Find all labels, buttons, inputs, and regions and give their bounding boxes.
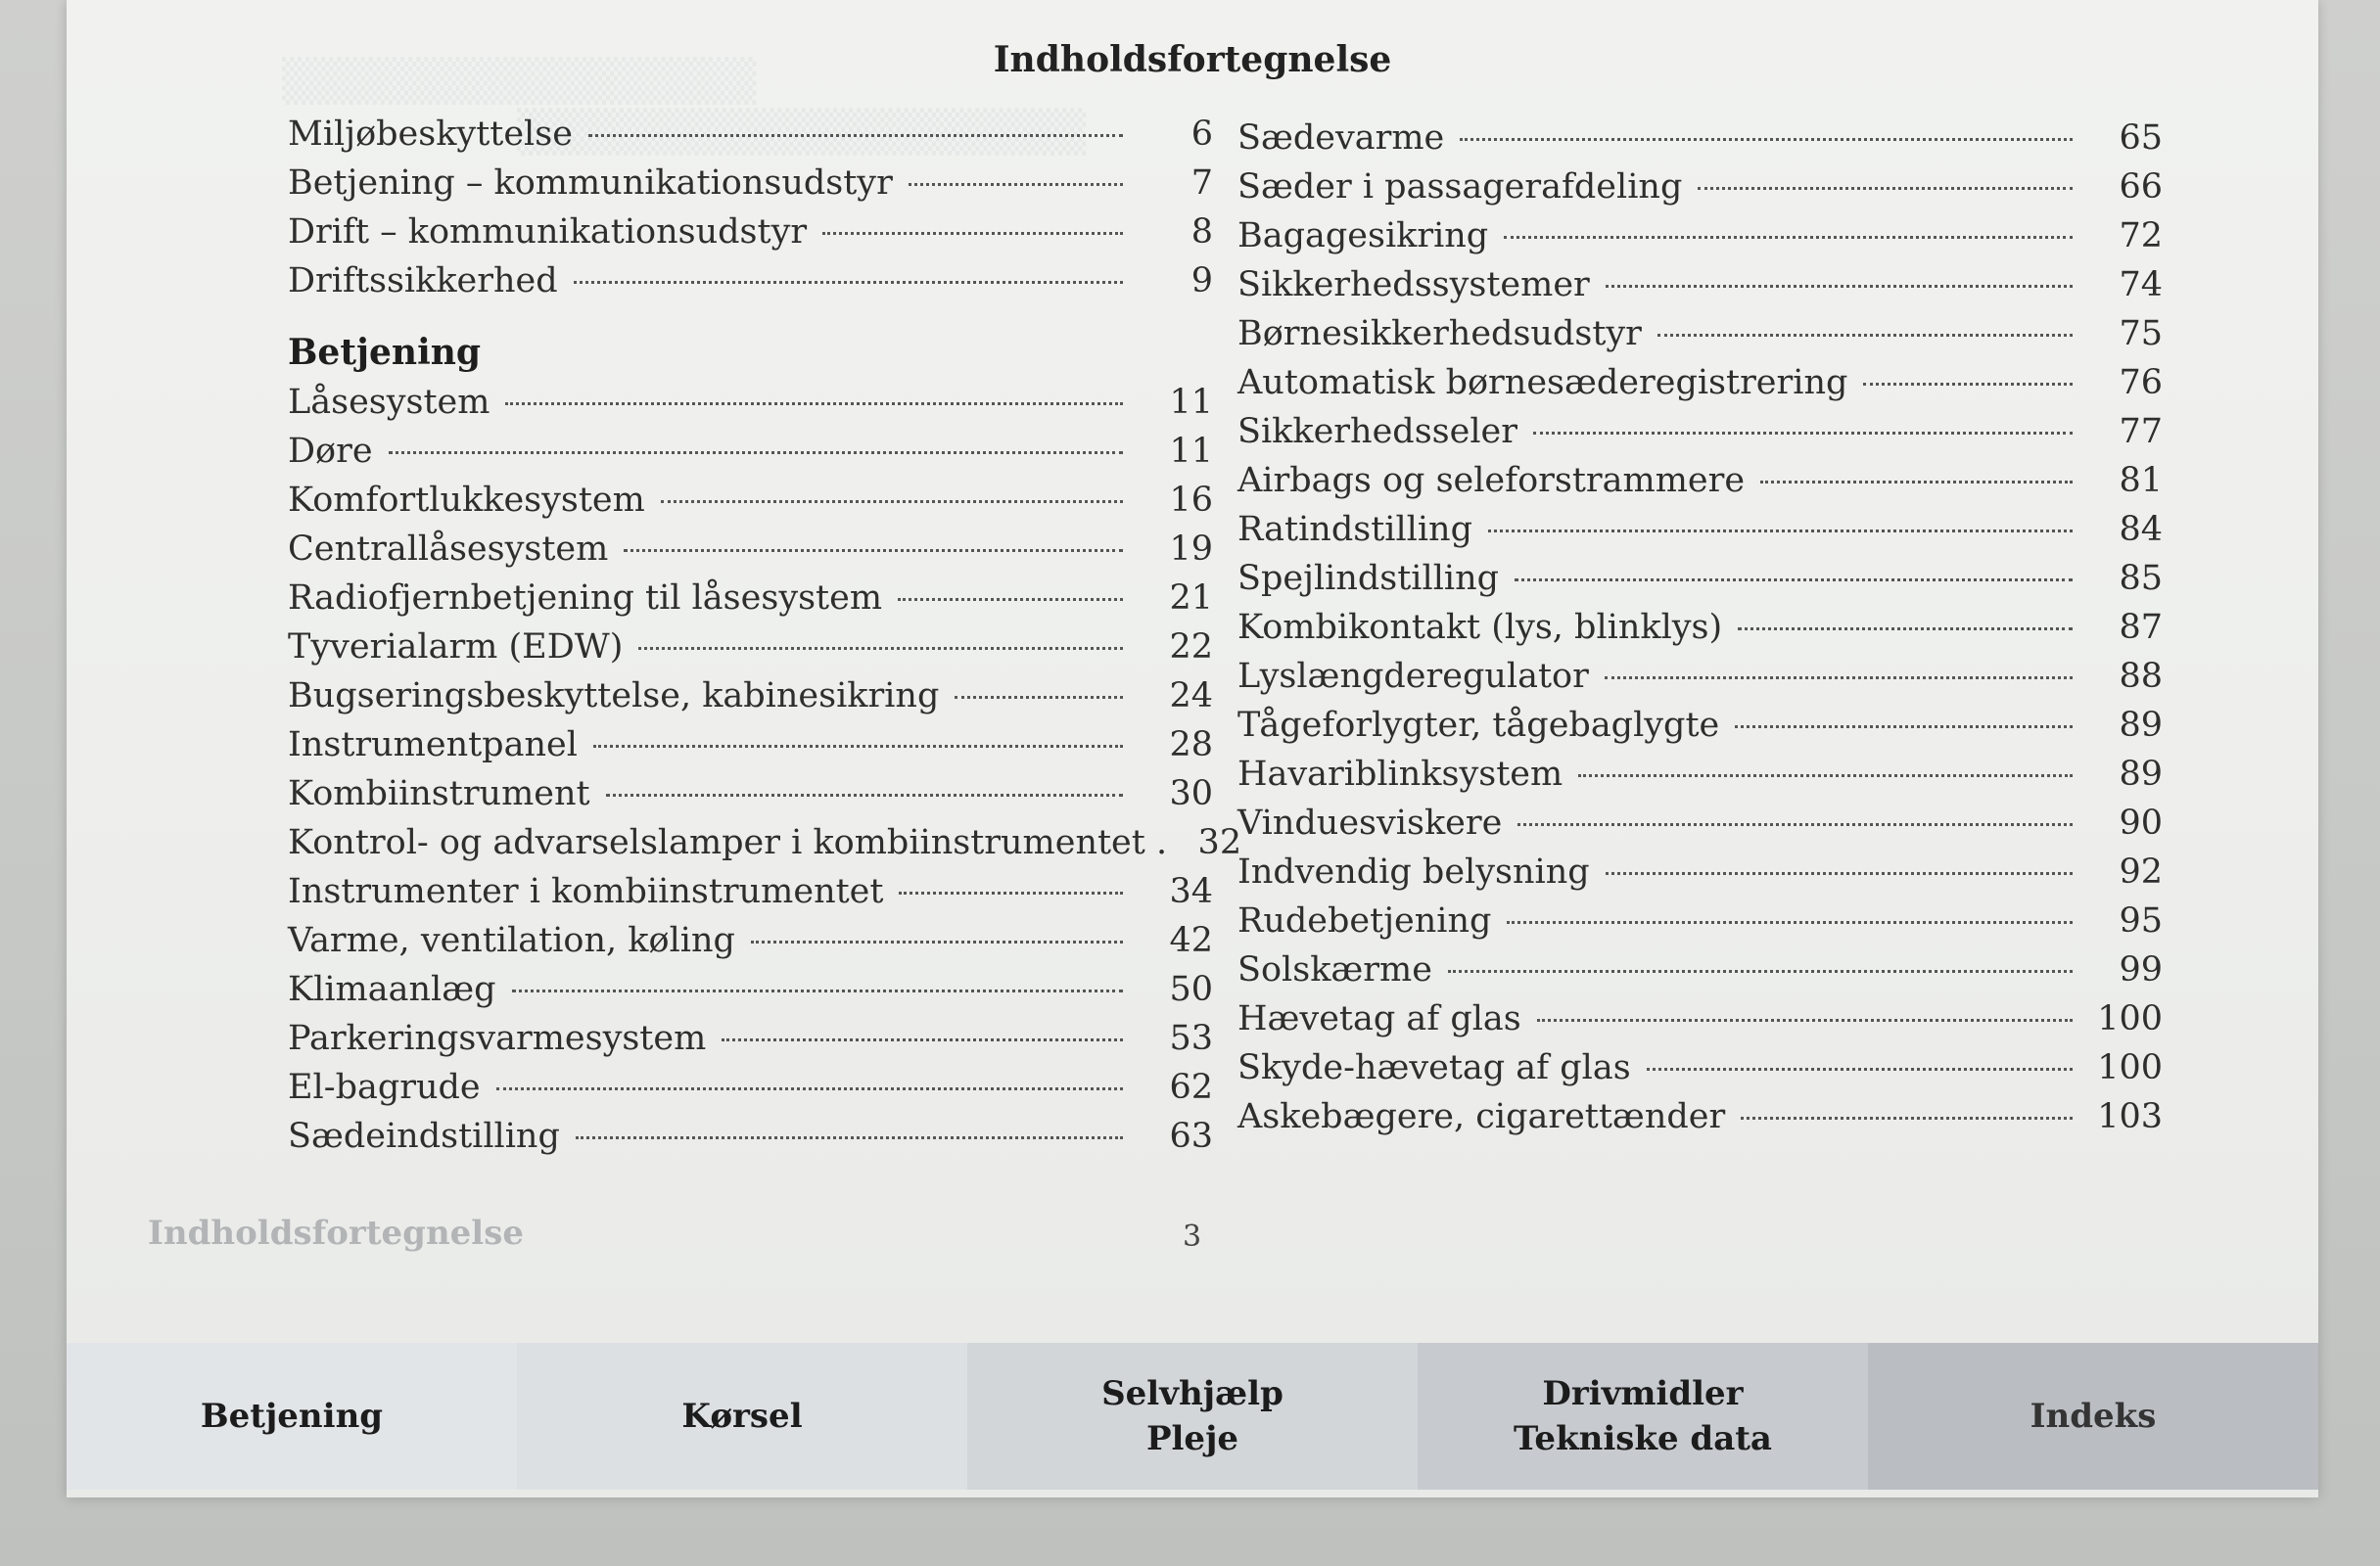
toc-entry[interactable] [1237, 554, 2163, 603]
toc-entry[interactable] [288, 1063, 1213, 1112]
bleed-through-text: ▒▒▒▒▒▒▒▒▒▒▒▒▒▒▒▒▒▒ [517, 108, 1087, 156]
leader-dots [898, 598, 1123, 601]
toc-entry-label: Sikkerhedsseler [1237, 412, 1517, 451]
toc-entry-label: Varme, ventilation, køling [288, 921, 735, 960]
leader-dots [1741, 1117, 2073, 1120]
leader-dots [638, 647, 1123, 650]
toc-entry-page: 21 [1169, 578, 1213, 618]
toc-entry[interactable] [1237, 309, 2163, 358]
toc-entry-page: 92 [2119, 852, 2163, 892]
leader-dots [1863, 383, 2073, 386]
toc-entry[interactable] [288, 916, 1213, 965]
toc-entry-label: Havariblinksystem [1237, 755, 1563, 794]
toc-entry[interactable] [1237, 456, 2163, 505]
leader-dots [751, 941, 1123, 944]
toc-entry[interactable] [1237, 260, 2163, 309]
toc-entry-label: Sædeindstilling [288, 1117, 560, 1156]
toc-entry-label: Spejlindstilling [1237, 559, 1500, 598]
tab-indeks[interactable] [1868, 1343, 2318, 1490]
toc-entry[interactable] [288, 256, 1213, 305]
toc-entry-page: 72 [2119, 216, 2163, 255]
toc-entry-label: Bugseringsbeskyttelse, kabinesikring [288, 676, 940, 715]
leader-dots [1698, 187, 2073, 190]
tab-label-line2: Pleje [1145, 1419, 1239, 1458]
toc-entry[interactable] [288, 110, 1213, 159]
tab-label-line2: Tekniske data [1514, 1419, 1772, 1458]
toc-entry-label: Driftssikkerhed [288, 261, 558, 300]
toc-entry[interactable] [288, 867, 1213, 916]
toc-entry-label: Rudebetjening [1237, 901, 1492, 941]
toc-entry-label: Ratindstilling [1237, 510, 1472, 549]
toc-entry[interactable] [1237, 994, 2163, 1043]
toc-entry-page: 95 [2119, 901, 2163, 941]
toc-entry-page: 100 [2097, 999, 2163, 1038]
toc-entry-label: Kombiinstrument [288, 774, 590, 813]
toc-entry-page: 42 [1169, 921, 1213, 960]
toc-entry[interactable] [288, 769, 1213, 818]
toc-entry-label: Automatisk børnesæderegistrering [1237, 363, 1848, 402]
toc-entry[interactable] [1237, 162, 2163, 211]
toc-entry-page: 16 [1169, 481, 1213, 520]
tab-drivmidler-tekniske-data[interactable] [1418, 1343, 1868, 1490]
leader-dots [1738, 627, 2073, 630]
toc-entry-label: Klimaanlæg [288, 970, 496, 1009]
toc-entry-page: 6 [1190, 115, 1213, 154]
leader-dots [505, 402, 1123, 405]
toc-entry[interactable] [288, 378, 1213, 427]
toc-entry-page: 11 [1169, 383, 1213, 422]
leader-dots [955, 696, 1123, 699]
toc-entry-page: 77 [2119, 412, 2163, 451]
leader-dots [1517, 823, 2073, 826]
toc-entry[interactable] [288, 427, 1213, 476]
toc-entry-label: Hævetag af glas [1237, 999, 1521, 1038]
leader-dots [576, 1136, 1123, 1139]
leader-dots [1657, 334, 2073, 337]
toc-entry-label: Lyslængderegulator [1237, 657, 1589, 696]
leader-dots [661, 500, 1123, 503]
toc-entry[interactable] [288, 1112, 1213, 1161]
toc-right-column [1237, 114, 2163, 1141]
toc-entry-page: 100 [2097, 1048, 2163, 1087]
toc-entry-page: 88 [2119, 657, 2163, 696]
section-heading: Betjening [288, 332, 482, 373]
toc-entry-label: Instrumentpanel [288, 725, 578, 764]
toc-entry-label: Børnesikkerhedsudstyr [1237, 314, 1642, 353]
toc-entry-label: El-bagrude [288, 1068, 481, 1107]
toc-entry-label: Miljøbeskyttelse [288, 115, 573, 154]
leader-dots [1605, 676, 2073, 679]
toc-entry-label: Tågeforlygter, tågebaglygte [1237, 706, 1720, 745]
footer-page-number: 3 [1183, 1220, 1202, 1254]
leader-dots [822, 232, 1123, 235]
toc-entry[interactable] [1237, 407, 2163, 456]
toc-entry-label: Bagagesikring [1237, 216, 1489, 255]
toc-entry[interactable] [1237, 799, 2163, 848]
toc-entry-label: Komfortlukkesystem [288, 481, 645, 520]
toc-entry[interactable] [288, 159, 1213, 207]
toc-entry[interactable] [288, 965, 1213, 1014]
toc-entry[interactable] [1237, 1043, 2163, 1092]
leader-dots [1647, 1068, 2073, 1071]
toc-entry-label: Instrumenter i kombiinstrumentet [288, 872, 884, 911]
leader-dots [588, 134, 1123, 137]
leader-dots [574, 281, 1123, 284]
tab-label: Kørsel [681, 1397, 803, 1436]
leader-dots [1504, 236, 2073, 239]
leader-dots [593, 745, 1123, 748]
page-title: Indholdsfortegnelse [993, 39, 1392, 80]
toc-entry-page: 22 [1169, 627, 1213, 667]
toc-entry-page: 66 [2119, 167, 2163, 207]
toc-entry-label: Tyverialarm (EDW) [288, 627, 624, 667]
leader-dots [1735, 725, 2073, 728]
toc-entry-label: Centrallåsesystem [288, 530, 609, 569]
leader-dots [909, 183, 1123, 186]
toc-entry[interactable] [288, 1014, 1213, 1063]
toc-entry-label: Kombikontakt (lys, blinklys) [1237, 608, 1723, 647]
leader-dots [722, 1038, 1123, 1041]
toc-entry-page: 30 [1169, 774, 1213, 813]
leader-dots [1460, 138, 2073, 141]
leader-dots [1533, 432, 2073, 435]
toc-entry-page: 9 [1190, 261, 1213, 300]
leader-dots [1760, 481, 2073, 484]
toc-entry-page: 103 [2097, 1097, 2163, 1136]
toc-entry-label: Sikkerhedssystemer [1237, 265, 1590, 304]
toc-entry[interactable] [288, 207, 1213, 256]
toc-entry-label: Skyde-hævetag af glas [1237, 1048, 1631, 1087]
manual-page [67, 0, 2318, 1497]
toc-entry[interactable] [288, 818, 1242, 867]
toc-entry-label: Sæder i passagerafdeling [1237, 167, 1683, 207]
toc-entry-page: 53 [1169, 1019, 1213, 1058]
toc-entry-label: Radiofjernbetjening til låsesystem [288, 578, 883, 618]
toc-entry[interactable] [288, 525, 1213, 574]
toc-entry-page: 63 [1169, 1117, 1213, 1156]
toc-entry-page: 32 [1197, 823, 1242, 862]
toc-entry[interactable] [288, 622, 1213, 671]
tab-label: Betjening [200, 1397, 384, 1436]
toc-entry-page: 99 [2119, 950, 2163, 990]
toc-entry[interactable] [1237, 750, 2163, 799]
toc-entry-label: Kontrol- og advarselslamper i kombiinstrumentet . [288, 823, 1168, 862]
leader-dots [899, 892, 1123, 895]
toc-entry-label: Solskærme [1237, 950, 1432, 990]
leader-dots [1606, 872, 2073, 875]
leader-dots [1578, 774, 2073, 777]
toc-entry[interactable] [1237, 358, 2163, 407]
toc-entry-label: Parkeringsvarmesystem [288, 1019, 707, 1058]
toc-entry[interactable] [1237, 652, 2163, 701]
bleed-through-text: ▒▒▒▒▒▒▒▒▒▒▒▒▒▒▒ [282, 57, 757, 105]
toc-entry-label: Betjening – kommunikationsudstyr [288, 163, 893, 203]
toc-entry[interactable] [1237, 1092, 2163, 1141]
tab-selvhjaelp-pleje[interactable] [967, 1343, 1418, 1490]
toc-entry-label: Vinduesviskere [1237, 804, 1503, 843]
toc-entry-label: Drift – kommunikationsudstyr [288, 212, 808, 252]
toc-entry-page: 85 [2119, 559, 2163, 598]
toc-entry-page: 7 [1190, 163, 1213, 203]
footer-section-title: Indholdsfortegnelse [148, 1214, 524, 1253]
tab-korsel[interactable] [517, 1343, 967, 1490]
toc-entry[interactable] [1237, 945, 2163, 994]
toc-entry[interactable] [288, 476, 1213, 525]
leader-dots [389, 451, 1123, 454]
toc-entry[interactable] [1237, 211, 2163, 260]
toc-entry-label: Sædevarme [1237, 118, 1445, 158]
leader-dots [1606, 285, 2073, 288]
toc-left-column [288, 110, 1242, 1161]
leader-dots [1448, 970, 2073, 973]
toc-entry[interactable] [1237, 505, 2163, 554]
tab-label-line1: Selvhjælp [1101, 1374, 1283, 1413]
toc-entry[interactable] [1237, 114, 2163, 162]
toc-entry[interactable] [1237, 897, 2163, 945]
toc-entry-page: 24 [1169, 676, 1213, 715]
leader-dots [1515, 578, 2073, 581]
leader-dots [606, 794, 1123, 797]
toc-entry[interactable] [288, 671, 1213, 720]
toc-entry-page: 89 [2119, 755, 2163, 794]
toc-entry-page: 19 [1169, 530, 1213, 569]
tab-betjening[interactable] [67, 1343, 517, 1490]
tab-label-line1: Drivmidler [1542, 1374, 1744, 1413]
leader-dots [1507, 921, 2073, 924]
toc-entry-page: 11 [1169, 432, 1213, 471]
toc-entry[interactable] [1237, 603, 2163, 652]
toc-entry-page: 8 [1190, 212, 1213, 252]
toc-entry-label: Airbags og seleforstrammere [1237, 461, 1746, 500]
leader-dots [496, 1087, 1123, 1090]
toc-entry-page: 34 [1169, 872, 1213, 911]
toc-entry-page: 28 [1169, 725, 1213, 764]
toc-entry-page: 81 [2119, 461, 2163, 500]
chapter-tabs [67, 1343, 2318, 1490]
toc-entry-label: Døre [288, 432, 373, 471]
leader-dots [1488, 530, 2073, 532]
toc-entry-page: 74 [2119, 265, 2163, 304]
toc-entry-page: 87 [2119, 608, 2163, 647]
leader-dots [624, 549, 1123, 552]
toc-entry[interactable] [288, 720, 1213, 769]
toc-entry-label: Askebægere, cigarettænder [1237, 1097, 1726, 1136]
toc-entry-label: Låsesystem [288, 383, 490, 422]
tab-label: Indeks [2030, 1397, 2157, 1436]
toc-entry[interactable] [1237, 848, 2163, 897]
toc-entry[interactable] [288, 574, 1213, 622]
toc-entry-page: 75 [2119, 314, 2163, 353]
toc-entry-page: 84 [2119, 510, 2163, 549]
toc-entry-page: 90 [2119, 804, 2163, 843]
toc-entry-page: 65 [2119, 118, 2163, 158]
leader-dots [1537, 1019, 2073, 1022]
toc-entry-page: 89 [2119, 706, 2163, 745]
leader-dots [512, 990, 1124, 992]
toc-entry-label: Indvendig belysning [1237, 852, 1590, 892]
toc-entry-page: 76 [2119, 363, 2163, 402]
toc-entry-page: 50 [1169, 970, 1213, 1009]
toc-entry-page: 62 [1169, 1068, 1213, 1107]
toc-entry[interactable] [1237, 701, 2163, 750]
